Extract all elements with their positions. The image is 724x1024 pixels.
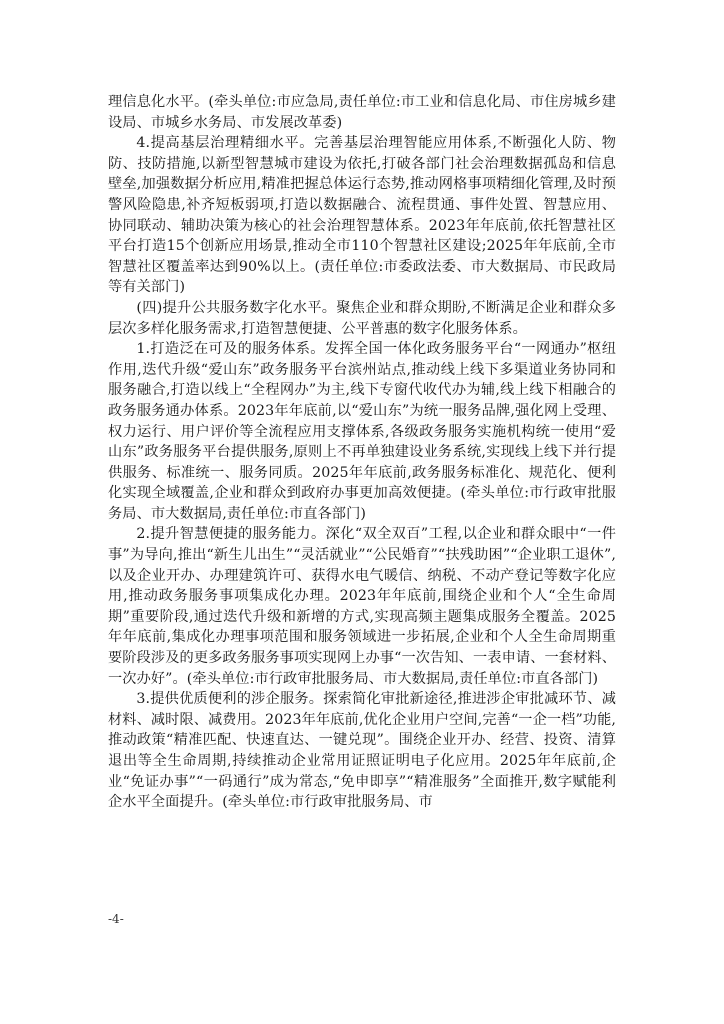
paragraph-service-capability: 2.提升智慧便捷的服务能力。深化“双全双百”工程,以企业和群众眼中“一件事”为导向,推出“新生儿出生”“灵活就业”“公民婚育”“扶残助困”“企业职工退休”,以及企业开办、办理建筑许可、获得水电气暖信、纳税、不动产登记等数字化应用,推动政务服务事项集成化办理。2023年年底前,围绕企业和个人“全生命周期”重要阶段,通过迭代升级和新增的方式,实现高频主题集成服务全覆盖。2025年年底前,集成化办理事项范围和服务领域进一步拓展,企业和个人全生命周期重要阶段涉及的更多政务服务事项实现网上办事“一次告知、一表申请、一套材料、一次办好”。(牵头单位:市行政审批服务局、市大数据局,责任单位:市直各部门): [108, 526, 616, 687]
paragraph-continuation: 理信息化水平。(牵头单位:市应急局,责任单位:市工业和信息化局、市住房城乡建设局、市城乡水务局、市发展改革委): [108, 94, 616, 131]
document-body: [108, 92, 616, 813]
section-heading-public-services: (四)提升公共服务数字化水平。聚焦企业和群众期盼,不断满足企业和群众多层次多样化服务需求,打造智慧便捷、公平普惠的数字化服务体系。: [108, 299, 616, 337]
paragraph-enterprise-services: 3.提供优质便利的涉企服务。探索简化审批新途径,推进涉企审批减环节、减材料、减时限、减费用。2023年年底前,优化企业用户空间,完善“一企一档”功能,推动政策“精准匹配、快速直达、一键兑现”。围绕企业开办、经营、投资、清算退出等全生命周期,持续推动企业常用证照证明电子化应用。2025年年底前,企业“免证办事”“一码通行”成为常态,“免申即享”“精准服务”全面推开,数字赋能利企水平全面提升。(牵头单位:市行政审批服务局、市: [108, 691, 616, 811]
page-number: -4-: [108, 912, 124, 926]
paragraph-service-system: 1.打造泛在可及的服务体系。发挥全国一体化政务服务平台“一网通办”枢纽作用,迭代升级“爱山东”政务服务平台滨州站点,推动线上线下多渠道业务协同和服务融合,打造以线上“全程网办”为主,线下专窗代收代办为辅,线上线下相融合的政务服务通办体系。2023年年底前,以“爱山东”为统一服务品牌,强化网上受理、权力运行、用户评价等全流程应用支撑体系,各级政务服务实施机构统一使用“爱山东”政务服务平台提供服务,原则上不再单独建设业务系统,实现线上线下并行提供服务、标准统一、服务同质。2025年年底前,政务服务标准化、规范化、便利化实现全域覆盖,企业和群众到政府办事更加高效便捷。(牵头单位:市行政审批服务局、市大数据局,责任单位:市直各部门): [108, 341, 616, 522]
paragraph-grassroots-governance: 4.提高基层治理精细水平。完善基层治理智能应用体系,不断强化人防、物防、技防措施,以新型智慧城市建设为依托,打破各部门社会治理数据孤岛和信息壁垒,加强数据分析应用,精准把握总体运行态势,推动网格事项精细化管理,及时预警风险隐患,补齐短板弱项,打造以数据融合、流程贯通、事件处置、智慧应用、协同联动、辅助决策为核心的社会治理智慧体系。2023年年底前,依托智慧社区平台打造15个创新应用场景,推动全市110个智慧社区建设;2025年年底前,全市智慧社区覆盖率达到90%以上。(责任单位:市委政法委、市大数据局、市民政局等有关部门): [108, 135, 616, 296]
